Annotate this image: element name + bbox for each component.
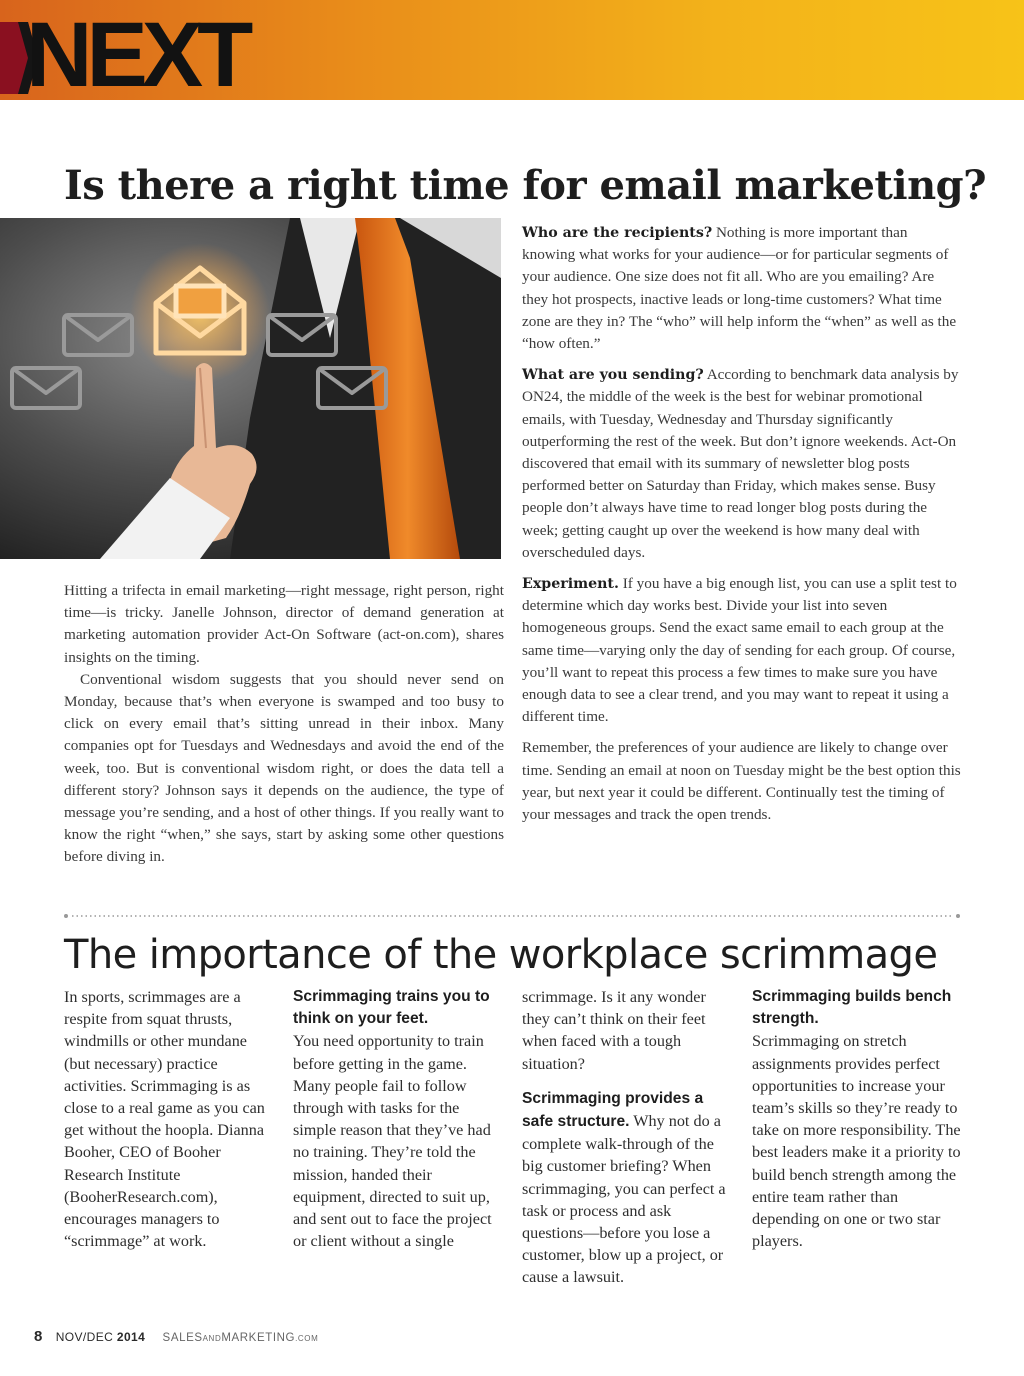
section-lead: Who are the recipients?	[522, 225, 713, 241]
scrimmage-column-3	[522, 986, 734, 1301]
issue-year: 2014	[116, 1330, 146, 1344]
section-sending	[522, 364, 962, 564]
scrimmage-column-2	[293, 986, 505, 1264]
paragraph: In sports, scrimmages are a respite from squat thrusts, windmills or other mundane (but necessary) practice activities. Scrimmaging is as close to a real game as you can get without the hoopla. Dianna Booher, CEO of Booher Research Institute (BooherResearch.com), encourages managers to “scrimmage” at work.	[64, 988, 265, 1251]
sections-column	[522, 222, 962, 835]
intro-paragraph: Conventional wisdom suggests that you should never send on Monday, because that’s when everyone is swamped and too busy to click on every email that’s sitting unread in their inbox. Many companies opt for Tuesdays and Wednesdays and avoid the end of the week, too. But is conventional wisdom right, or does the data tell a different story? Johnson says it depends on the audience, the type of message you’re sending, and a host of other things. If you really want to know the right “when,” she says, start by asking some other questions before diving in.	[64, 670, 504, 866]
issue-date	[56, 1330, 146, 1344]
site-part: SALES	[162, 1332, 203, 1344]
section-text: Nothing is more important than knowing what works for your audience—or for particular segments of your audience. One size does not fit all. Who are you emailing? Are they hot prospects, inactive leads or long-time customers? What time zone are they in? The “who” will help inform the “when” as well as the “how often.”	[522, 224, 957, 353]
article-title: Is there a right time for email marketing?	[64, 162, 987, 209]
dotted-divider	[64, 914, 960, 918]
section-recipients	[522, 222, 962, 355]
site-part: .COM	[295, 1334, 319, 1343]
page-footer	[34, 1328, 318, 1345]
paragraph-text: Why not do a complete walk-through of the big customer briefing? When scrimmaging, you can perfect a task or process and ask questions—before you lose a customer, blow up a project, or cause a lawsuit.	[522, 1112, 726, 1287]
section-text: According to benchmark data analysis by ON24, the middle of the week is the best for webinar promotional emails, with Tuesday, Wednesday and Thursday significantly outperforming the rest of the week. But don’t ignore weekends. Act-On discovered that email with its summary of newsletter blog posts performed better on Saturday than Friday, which makes sense. Busy people don’t always have time to read longer blog posts during the week; getting caught up over the weekend is how many deal with overscheduled days.	[522, 366, 959, 561]
section-lead: Experiment.	[522, 576, 619, 593]
intro-column	[64, 580, 504, 869]
article-title: The importance of the workplace scrimmage	[64, 932, 938, 978]
paragraph: scrimmage. Is it any wonder they can’t think on their feet when faced with a tough situation?	[522, 988, 706, 1073]
intro-paragraph: Hitting a trifecta in email marketing—right message, right person, right time—is tricky. Janelle Johnson, director of demand generation at marketing automation provider Act-On Software (act-on.com), shares insights on the timing.	[64, 582, 504, 666]
paragraph: You need opportunity to train before getting in the game. Many people fail to follow through with tasks for the simple reason that they’ve had no training. They’re told the mission, handed their equipment, directed to suit up, and sent out to face the project or client without a single	[293, 1032, 492, 1251]
closing-paragraph: Remember, the preferences of your audience are likely to change over time. Sending an email at noon on Tuesday might be the best option this year, but next year it could be different. Continually test the timing of your messages and track the open trends.	[522, 739, 961, 824]
section-text: If you have a big enough list, you can use a split test to determine which day works best. Divide your list into seven homogeneous groups. Send the exact same email to each group at the same time—varying only the day of sending for each group. Of course, you’ll want to repeat this process a few times to make sure you have enough data to see a clear trend, and you may want to repeat it using a different time.	[522, 575, 957, 726]
site-part: MARKETING	[221, 1332, 296, 1344]
paragraph: Scrimmaging on stretch assignments provides perfect opportunities to increase your team’s skills so they’re ready to take on more responsibility. The best leaders make it a priority to build bench strength among the entire team rather than depending on one or two star players.	[752, 1032, 961, 1251]
site-part: AND	[202, 1334, 222, 1343]
subhead: Scrimmaging builds bench strength.	[752, 988, 952, 1028]
issue-month: NOV/DEC	[55, 1330, 114, 1344]
hero-photo	[0, 218, 501, 559]
scrimmage-column-4	[752, 986, 964, 1264]
subhead: Scrimmaging provides a safe structure.	[522, 1089, 704, 1131]
scrimmage-column-1	[64, 986, 276, 1264]
section-lead: What are you sending?	[522, 367, 704, 384]
next-logo: NEXT	[26, 4, 248, 106]
paragraph-with-subhead	[522, 1087, 734, 1289]
section-experiment	[522, 573, 962, 728]
subhead: Scrimmaging trains you to think on your feet.	[293, 988, 490, 1028]
website	[163, 1332, 319, 1344]
page-number: 8	[34, 1328, 43, 1345]
